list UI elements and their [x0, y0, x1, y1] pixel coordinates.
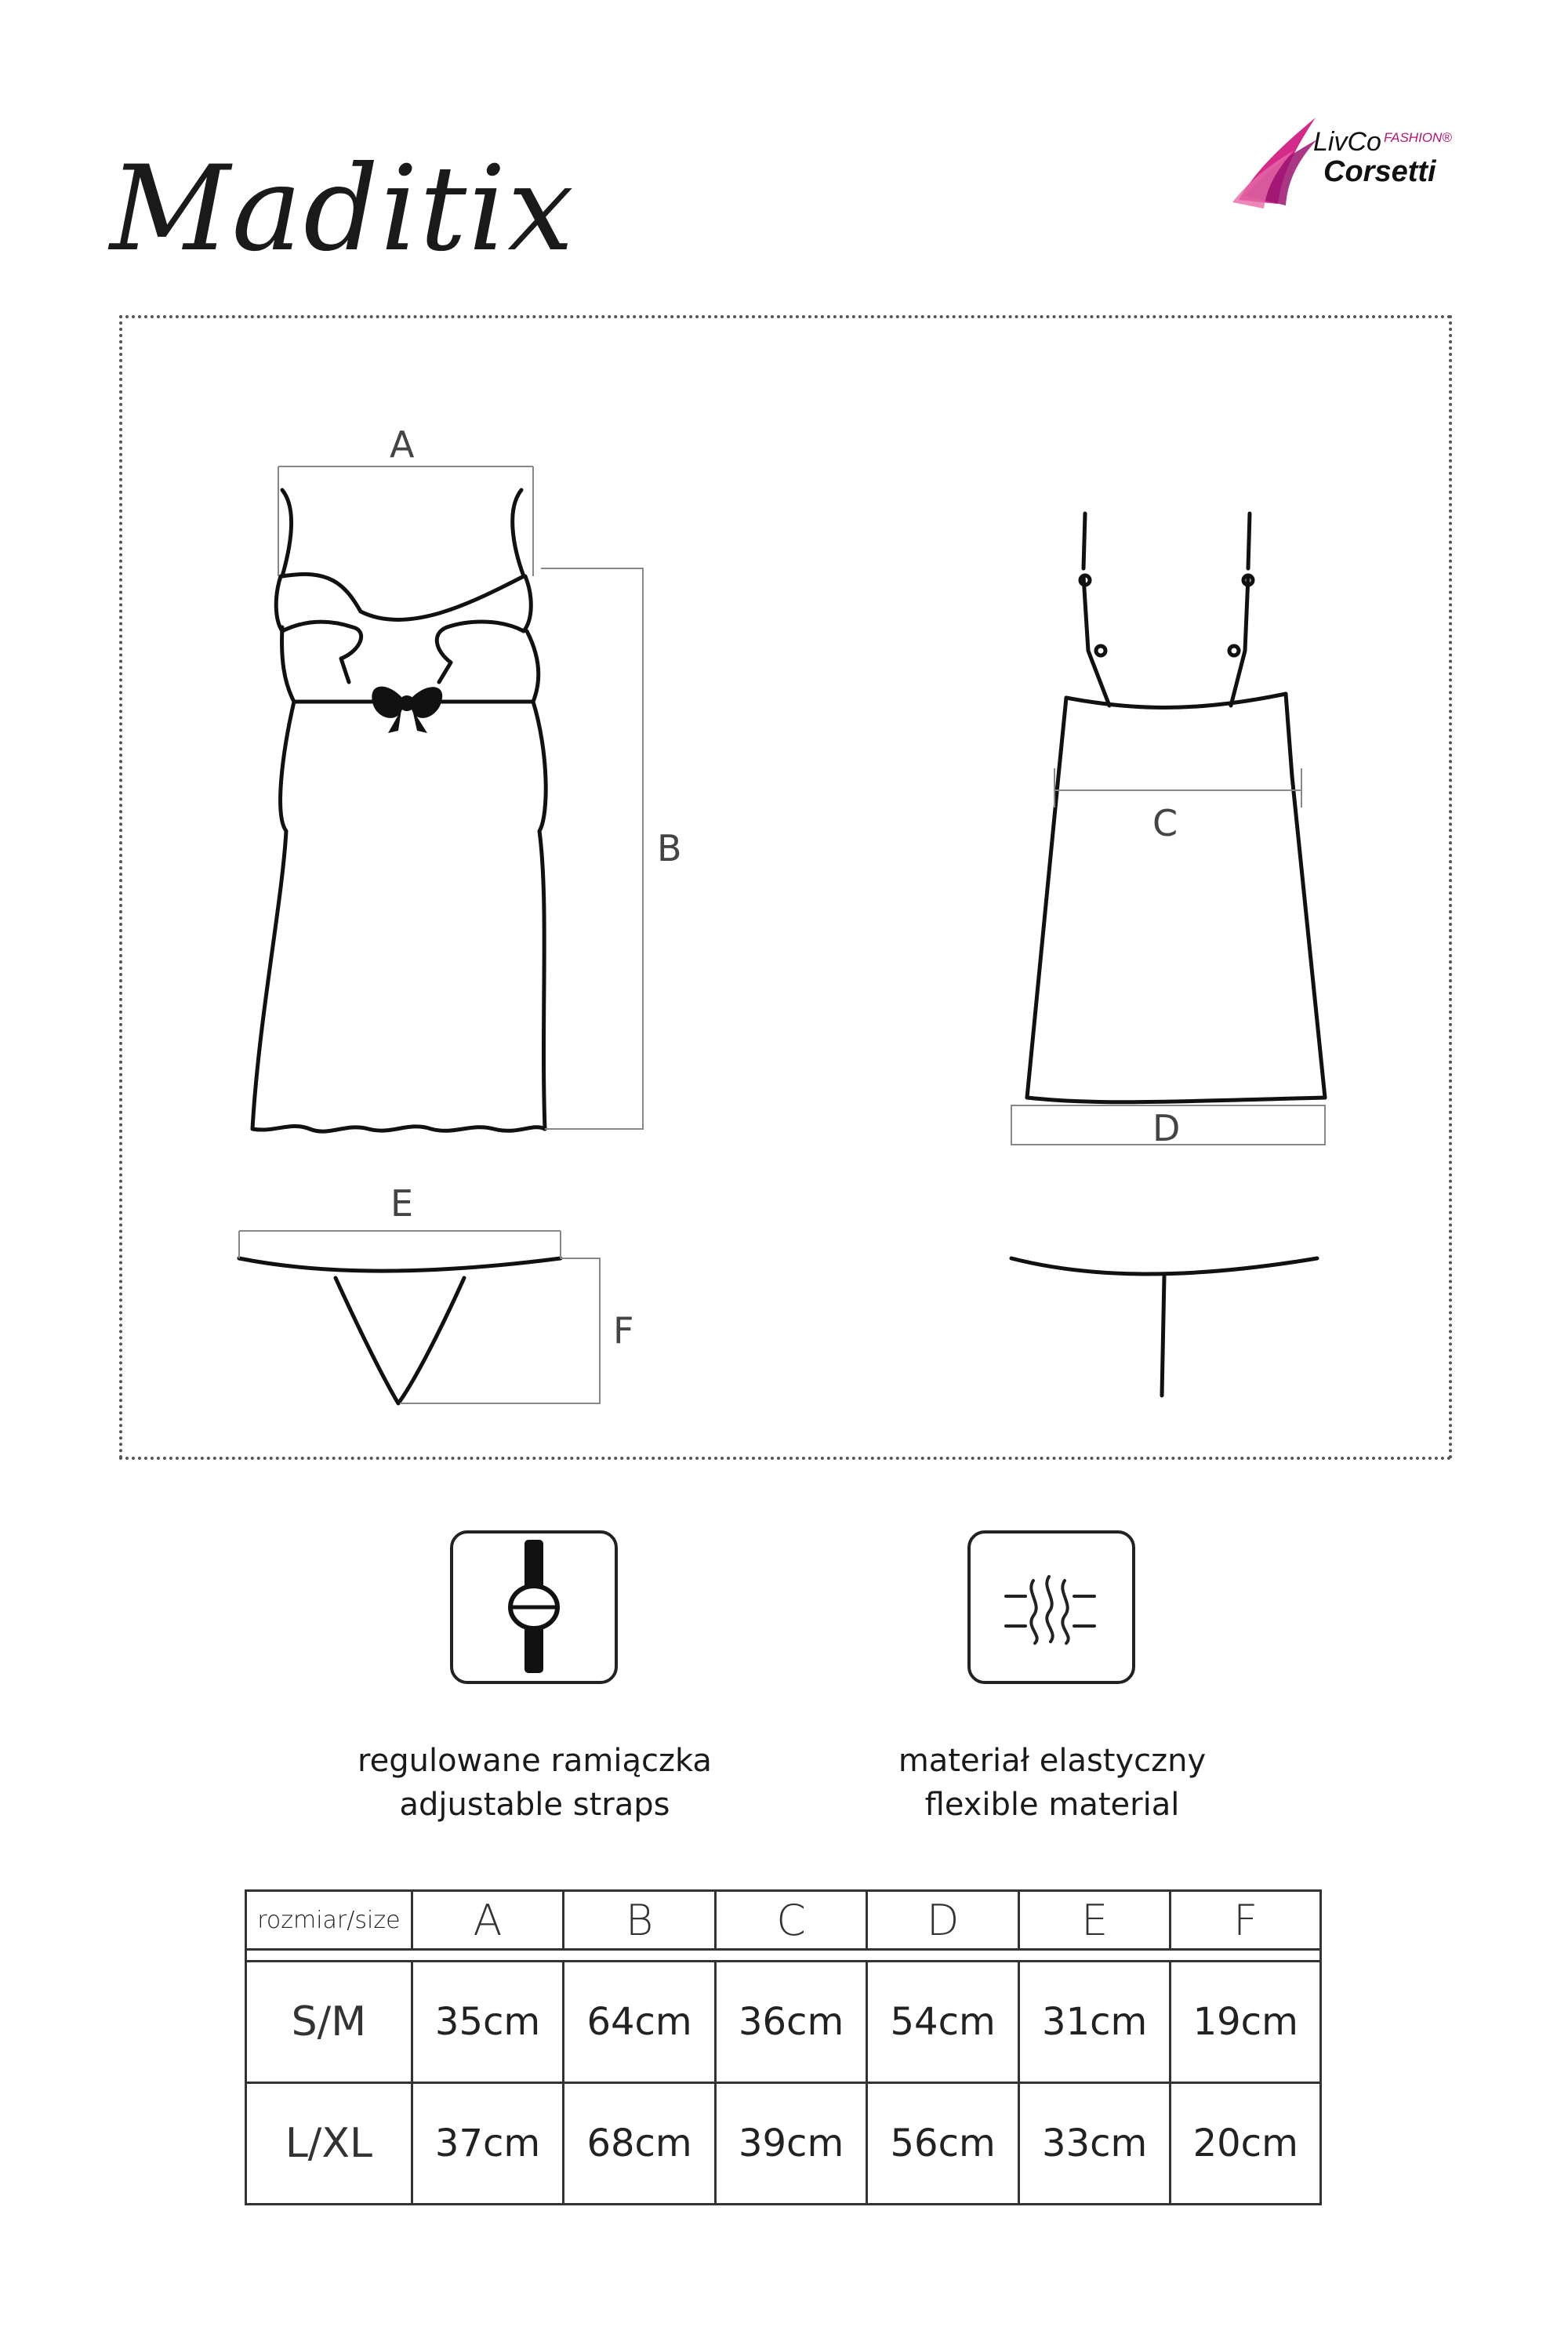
bow-icon — [372, 687, 442, 733]
table-cell: 37cm — [412, 2083, 564, 2205]
adjustable-straps-caption — [315, 1739, 754, 1827]
table-cell: 20cm — [1171, 2083, 1321, 2205]
table-cell: 19cm — [1171, 1962, 1321, 2083]
table-cell: 64cm — [564, 1962, 716, 2083]
thong-back-drawing — [1011, 1258, 1317, 1396]
chemise-front-drawing — [252, 490, 546, 1131]
table-row — [246, 2083, 1321, 2205]
table-cell: 68cm — [564, 2083, 716, 2205]
column-header-A: A — [412, 1891, 564, 1950]
size-header-label: rozmiar/size — [246, 1891, 412, 1950]
size-label: L/XL — [246, 2083, 412, 2205]
table-cell: 35cm — [412, 1962, 564, 2083]
table-cell: 31cm — [1018, 1962, 1171, 2083]
table-cell: 56cm — [867, 2083, 1019, 2205]
label-A: A — [390, 423, 415, 466]
table-row — [246, 1962, 1321, 2083]
column-header-E: E — [1018, 1891, 1171, 1950]
table-cell: 54cm — [867, 1962, 1019, 2083]
measurement-guides — [239, 466, 1325, 1403]
thong-front-drawing — [239, 1258, 561, 1403]
flexible-material-caption — [833, 1739, 1272, 1827]
table-cell: 36cm — [715, 1962, 867, 2083]
table-cell: 39cm — [715, 2083, 867, 2205]
label-E: E — [390, 1182, 414, 1225]
label-F: F — [613, 1309, 634, 1352]
product-title: Maditix — [110, 141, 575, 278]
table-spacer — [246, 1950, 1321, 1962]
brand-tag: FASHION® — [1384, 130, 1452, 145]
column-header-F: F — [1171, 1891, 1321, 1950]
brand-name-line2: Corsetti — [1323, 155, 1436, 188]
elastic-material-icon — [971, 1534, 1132, 1681]
adjustable-strap-icon — [453, 1534, 615, 1681]
column-header-C: C — [715, 1891, 867, 1950]
adjustable-straps-feature — [450, 1530, 618, 1684]
size-label: S/M — [246, 1962, 412, 2083]
column-header-B: B — [564, 1891, 716, 1950]
feature-line-en: flexible material — [924, 1787, 1180, 1823]
feature-line-pl: regulowane ramiączka — [358, 1743, 712, 1779]
size-table — [245, 1889, 1322, 2205]
brand-name-line1: LivCo — [1313, 127, 1381, 157]
feature-line-pl: materiał elastyczny — [898, 1743, 1207, 1779]
label-C: C — [1152, 802, 1178, 844]
size-table-header — [246, 1891, 1321, 1950]
label-B: B — [657, 827, 682, 869]
column-header-D: D — [867, 1891, 1019, 1950]
flexible-material-feature — [967, 1530, 1135, 1684]
label-D: D — [1152, 1107, 1181, 1149]
table-cell: 33cm — [1018, 2083, 1171, 2205]
feature-line-en: adjustable straps — [399, 1787, 670, 1823]
